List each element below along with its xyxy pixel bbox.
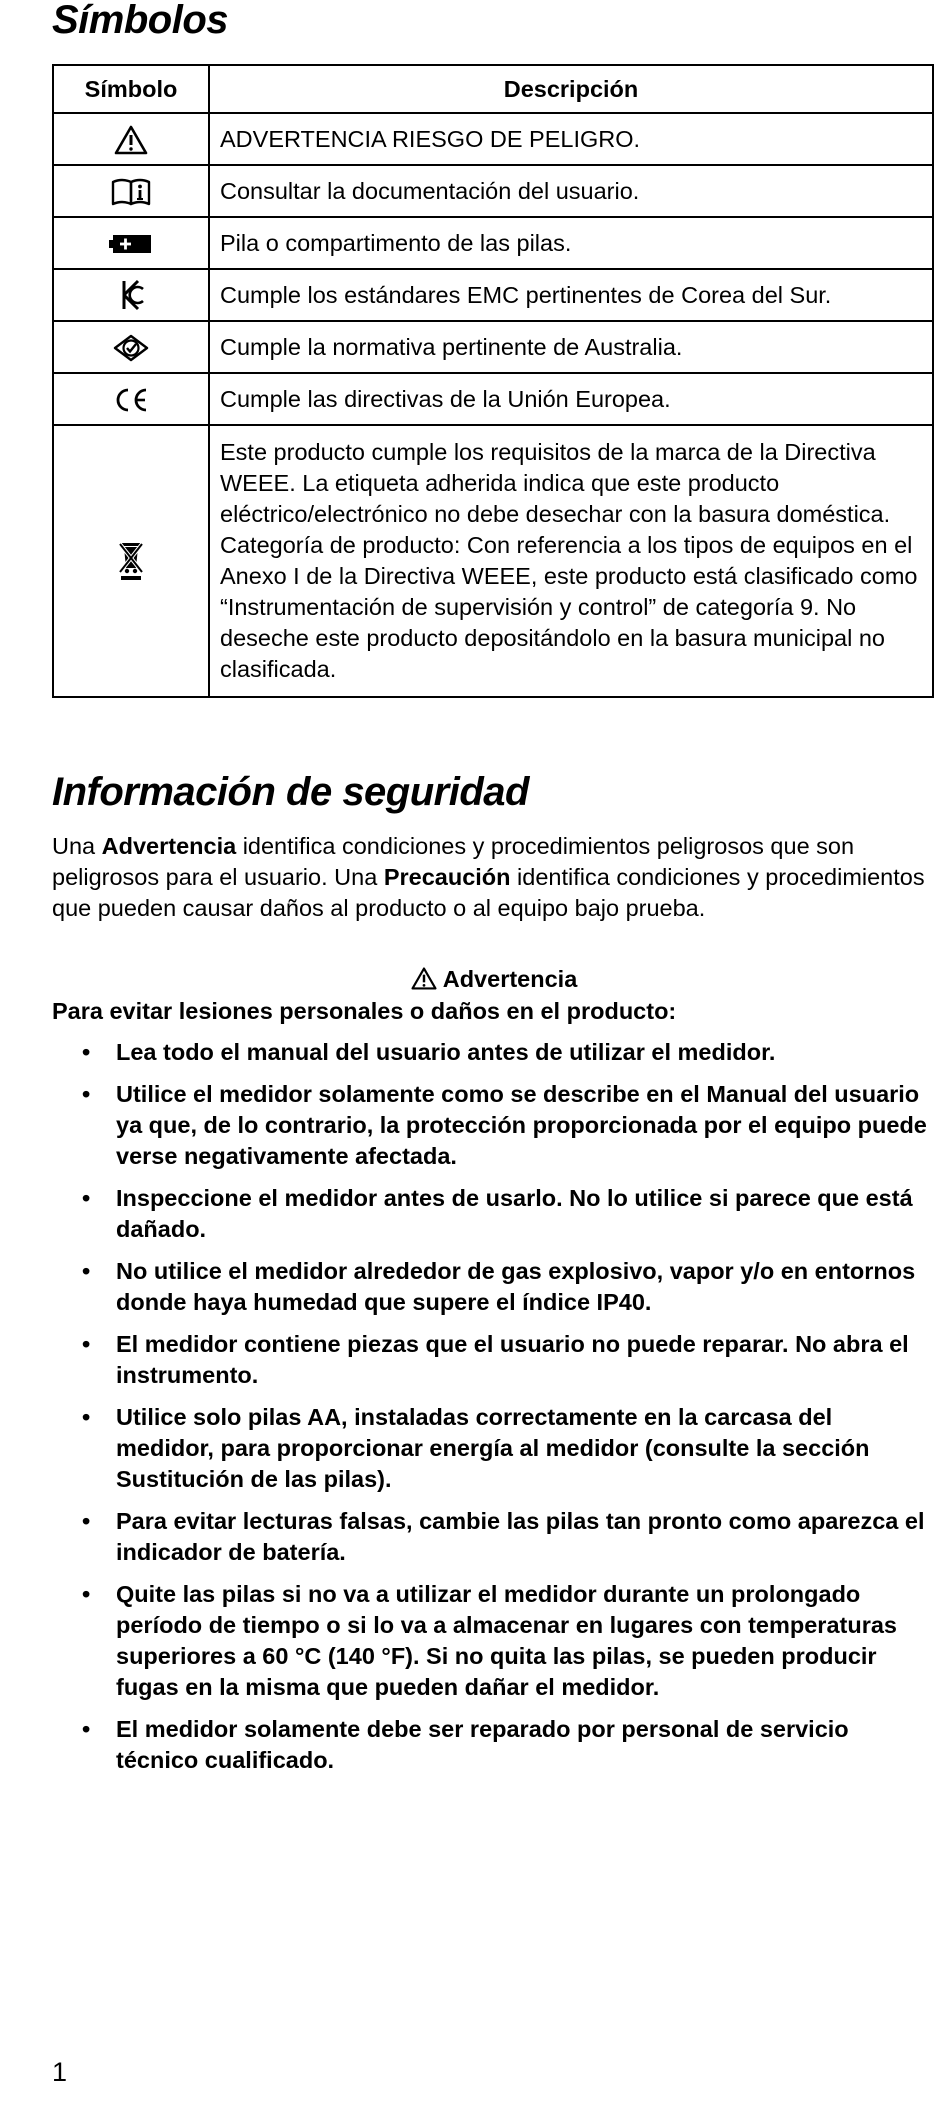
- description-column-header: Descripción: [209, 65, 933, 113]
- ce-mark-icon: [113, 387, 149, 413]
- list-item: • No utilice el medidor alrededor de gas explosivo, vapor y/o en entornos donde haya humedad que supere el índice IP40.: [82, 1258, 916, 1315]
- list-item: • El medidor solamente debe ser reparado por personal de servicio técnico cualificado.: [82, 1716, 849, 1773]
- caution-term: Precaución: [383, 864, 511, 890]
- warning-triangle-icon: [411, 967, 437, 990]
- warning-term: Advertencia: [101, 833, 237, 859]
- table-row: [53, 165, 933, 217]
- table-row: [53, 373, 933, 425]
- warning-heading-label: Advertencia: [442, 966, 578, 992]
- bullet: •: [82, 1258, 91, 1284]
- battery-icon: [109, 233, 153, 255]
- list-item: • Utilice solo pilas AA, instaladas correctamente en la carcasa del medidor, para proporcionar energía al medidor (consulte la sección Sustitución de las pilas).: [82, 1404, 870, 1492]
- symbols-table-header: [53, 65, 933, 113]
- symbol-column-header: Símbolo: [53, 65, 209, 113]
- list-item: • Quite las pilas si no va a utilizar el medidor durante un prolongado período de tiempo o si lo va a almacenar en lugares con temperaturas superiores a 60 °C (140 °F). Si no quita las pilas, se pueden producir fugas en la misma que pueden dañar el medidor.: [82, 1581, 897, 1700]
- australia-rcm-mark-icon: [112, 333, 150, 363]
- weee-crossed-bin-icon: [118, 540, 144, 582]
- bullet: •: [82, 1185, 91, 1211]
- safety-section-title: Información de seguridad: [52, 770, 529, 814]
- list-item: • Utilice el medidor solamente como se describe en el Manual del usuario ya que, de lo contrario, la protección proporcionada por el equipo puede verse negativamente afectada.: [82, 1081, 927, 1169]
- bullet: •: [82, 1039, 91, 1065]
- table-row: [53, 113, 933, 165]
- bullet: •: [82, 1581, 91, 1607]
- list-item: • El medidor contiene piezas que el usuario no puede reparar. No abra el instrumento.: [82, 1331, 909, 1388]
- symbols-section-title: Símbolos: [52, 0, 229, 42]
- bullet: •: [82, 1716, 91, 1742]
- table-row: [53, 321, 933, 373]
- symbol-description: Consultar la documentación del usuario.: [209, 165, 933, 217]
- warning-heading: [52, 964, 936, 995]
- page-number: 1: [52, 2057, 68, 2087]
- bullet: •: [82, 1081, 91, 1107]
- symbols-table: [52, 64, 934, 698]
- list-item: • Para evitar lecturas falsas, cambie las pilas tan pronto como aparezca el indicador de batería.: [82, 1508, 925, 1565]
- bullet: •: [82, 1508, 91, 1534]
- warning-subtitle: Para evitar lesiones personales o daños en el producto:: [52, 998, 677, 1024]
- symbol-description: ADVERTENCIA RIESGO DE PELIGRO.: [209, 113, 933, 165]
- user-documentation-icon: [111, 178, 151, 206]
- table-row: [53, 269, 933, 321]
- warning-triangle-icon: [114, 125, 148, 155]
- symbol-description: Cumple las directivas de la Unión Europea.: [209, 373, 933, 425]
- warning-list: [52, 1037, 936, 1787]
- list-item: • Inspeccione el medidor antes de usarlo. No lo utilice si parece que está dañado.: [82, 1185, 913, 1242]
- symbol-description: Cumple la normativa pertinente de Australia.: [209, 321, 933, 373]
- safety-intro-paragraph: Una Advertencia identifica condiciones y procedimientos peligrosos que son peligrosos para el usuario. Una Precaución identifica condiciones y procedimientos que pueden causar daños al producto o al equipo bajo prueba.: [52, 833, 925, 921]
- bullet: •: [82, 1331, 91, 1357]
- korea-kc-mark-icon: [116, 279, 146, 311]
- symbol-description: Pila o compartimento de las pilas.: [209, 217, 933, 269]
- symbol-description: Cumple los estándares EMC pertinentes de Corea del Sur.: [209, 269, 933, 321]
- list-item: • Lea todo el manual del usuario antes de utilizar el medidor.: [52, 1037, 936, 1068]
- symbol-description: Este producto cumple los requisitos de la marca de la Directiva WEEE. La etiqueta adherida indica que este producto eléctrico/electrónico no debe desechar con la basura doméstica. Categoría de producto: Con referencia a los tipos de equipos en el Anexo I de la Directiva WEEE, este producto está clasificado como “Instrumentación de supervisión y control” de categoría 9. No deseche este producto depositándolo en la basura municipal no clasificada.: [209, 425, 933, 697]
- bullet: •: [82, 1404, 91, 1430]
- table-row: [53, 425, 933, 697]
- table-row: [53, 217, 933, 269]
